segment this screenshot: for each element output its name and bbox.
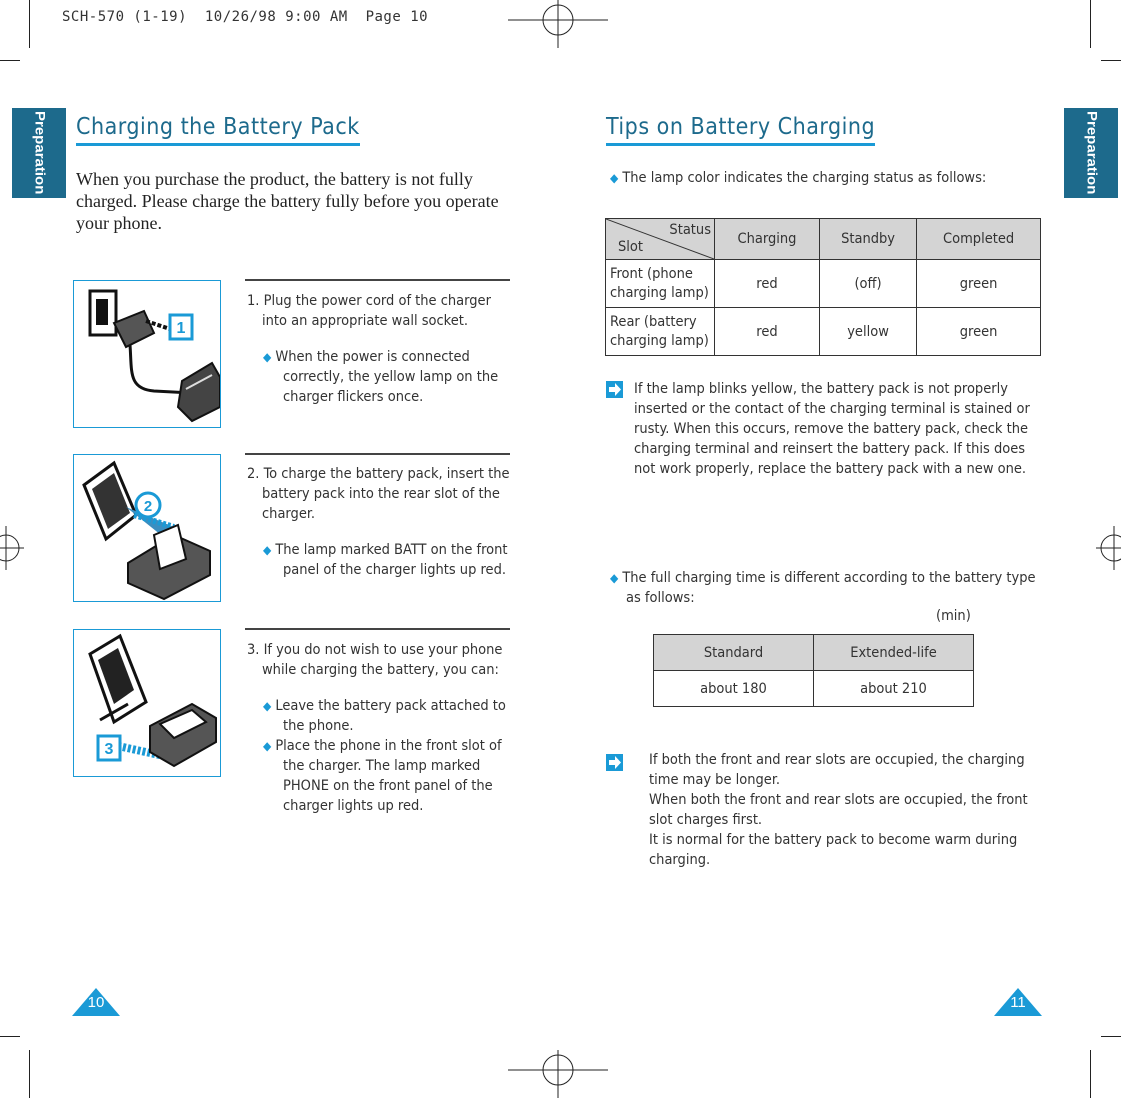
table-cell: red — [715, 308, 820, 356]
page-number-left: 10 — [87, 994, 105, 1011]
page-number-right: 11 — [1010, 994, 1026, 1011]
charging-time-intro: ◆ The full charging time is different according to the battery type as follows: — [610, 570, 1036, 606]
arrow-right-icon — [606, 381, 623, 398]
note-line: If both the front and rear slots are occupied, the charging time may be longer. — [649, 752, 1025, 788]
side-tab-left — [12, 108, 66, 198]
table-row — [654, 671, 974, 707]
right-page-title: Tips on Battery Charging — [606, 114, 875, 146]
step-bullet: ◆ The lamp marked BATT on the front panel of the charger lights up red. — [263, 542, 508, 578]
charging-time-table — [653, 634, 974, 707]
table-cell: red — [715, 260, 820, 308]
step-bullet: ◆ Place the phone in the front slot of the charger. The lamp marked PHONE on the front panel of the charger lights up red. — [263, 738, 502, 814]
registration-mark-bottom — [508, 1048, 608, 1098]
step-2 — [247, 464, 512, 580]
diamond-bullet-icon: ◆ — [263, 350, 272, 364]
side-tab-label: Preparation — [31, 111, 47, 195]
arrow-right-icon — [606, 754, 623, 771]
registration-mark-left — [0, 518, 30, 578]
diamond-bullet-icon: ◆ — [610, 171, 619, 185]
step-bullet: ◆ When the power is connected correctly, the yellow lamp on the charger flickers once. — [263, 349, 499, 405]
table-cell: (off) — [819, 260, 916, 308]
diamond-bullet-icon: ◆ — [263, 739, 272, 753]
illustration-phone-in-charger — [73, 629, 221, 777]
side-tab-right — [1064, 108, 1118, 198]
registration-mark-right — [1096, 518, 1121, 578]
note-line: When both the front and rear slots are occupied, the front slot charges first. — [649, 792, 1028, 828]
note-both-slots — [649, 750, 1031, 870]
table-corner-cell — [606, 219, 715, 260]
divider — [245, 279, 510, 281]
illustration-label: 3 — [104, 741, 114, 758]
diamond-bullet-icon: ◆ — [263, 543, 272, 557]
lamp-intro: ◆ The lamp color indicates the charging status as follows: — [610, 170, 987, 186]
note-line: It is normal for the battery pack to become warm during charging. — [649, 832, 1018, 868]
table-cell: green — [917, 260, 1041, 308]
time-unit: (min) — [936, 608, 971, 624]
corner-status-label: Status — [669, 222, 711, 238]
step-text: 2. To charge the battery pack, insert the battery pack into the rear slot of the charger. — [247, 466, 510, 522]
table-row — [606, 260, 1041, 308]
column-header: Extended-life — [814, 635, 974, 671]
print-header: SCH-570 (1-19) 10/26/98 9:00 AM Page 10 — [62, 9, 429, 25]
column-header: Charging — [715, 219, 820, 260]
divider — [245, 453, 510, 455]
lamp-status-table — [605, 218, 1041, 356]
step-text: 1. Plug the power cord of the charger into an appropriate wall socket. — [247, 293, 491, 329]
left-page-title: Charging the Battery Pack — [76, 114, 360, 146]
slot-name: Rear (battery charging lamp) — [606, 308, 715, 356]
diamond-bullet-icon: ◆ — [610, 571, 619, 585]
step-text: 3. If you do not wish to use your phone while charging the battery, you can: — [247, 642, 503, 678]
table-cell: about 180 — [654, 671, 814, 707]
step-1 — [247, 291, 512, 407]
table-cell: about 210 — [814, 671, 974, 707]
illustration-plug-charger — [73, 280, 221, 428]
divider — [245, 628, 510, 630]
intro-paragraph: When you purchase the product, the battery is not fully charged. Please charge the battery fully before you operate your phone. — [76, 169, 499, 233]
table-row — [606, 308, 1041, 356]
side-tab-label: Preparation — [1083, 111, 1099, 195]
column-header: Standard — [654, 635, 814, 671]
illustration-label: 2 — [143, 498, 153, 515]
note-lamp-blinks: If the lamp blinks yellow, the battery pack is not properly inserted or the contact of the charging terminal is stained or rusty. When this occurs, remove the battery pack, check the charging terminal and reinsert the battery pack. If this does not work properly, replace the battery pack with a new one. — [634, 381, 1030, 477]
corner-slot-label: Slot — [618, 239, 643, 255]
diamond-bullet-icon: ◆ — [263, 699, 272, 713]
illustration-insert-battery — [73, 454, 221, 602]
column-header: Standby — [819, 219, 916, 260]
slot-name: Front (phone charging lamp) — [606, 260, 715, 308]
column-header: Completed — [917, 219, 1041, 260]
illustration-label: 1 — [176, 320, 186, 337]
step-3 — [247, 640, 512, 816]
registration-mark-top — [508, 0, 608, 50]
step-bullet: ◆ Leave the battery pack attached to the phone. — [263, 698, 506, 734]
table-cell: green — [917, 308, 1041, 356]
table-cell: yellow — [819, 308, 916, 356]
